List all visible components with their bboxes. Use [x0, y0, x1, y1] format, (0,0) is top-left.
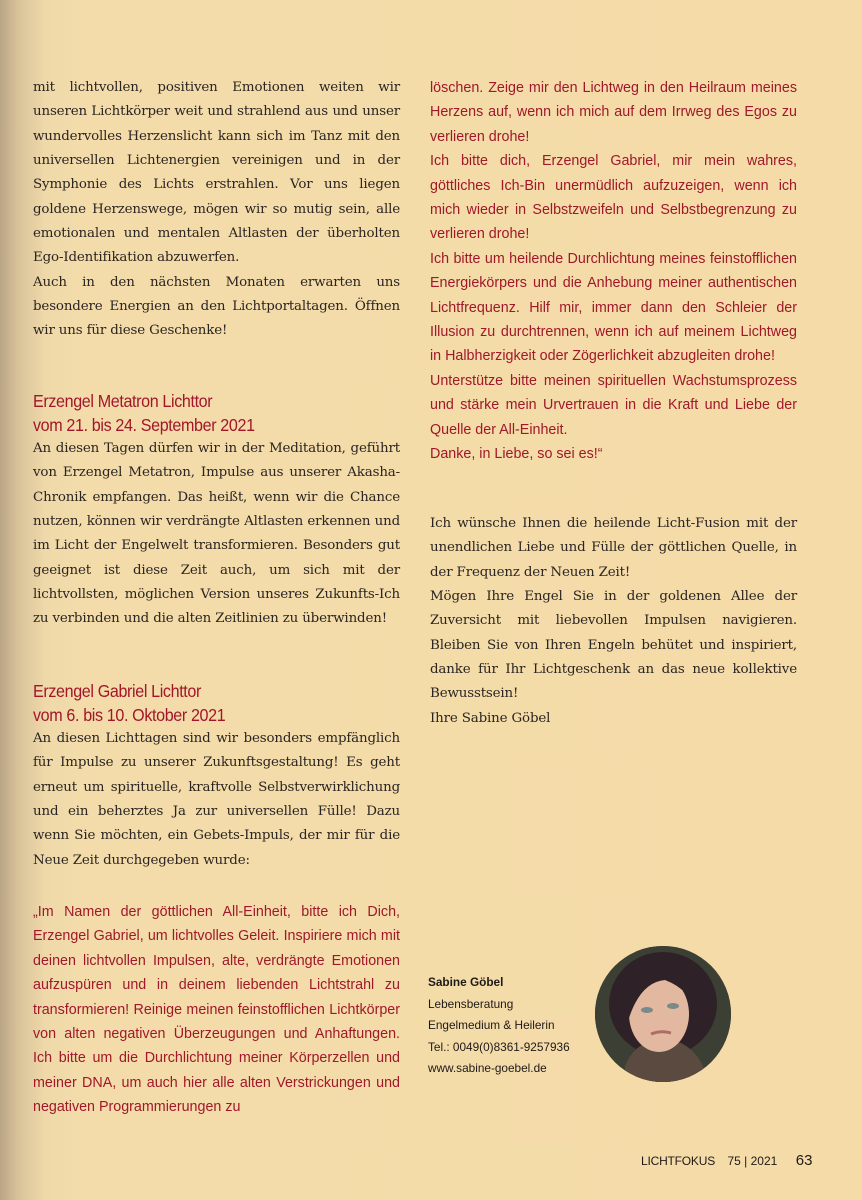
- section-heading: Erzengel Gabriel Lichttor: [33, 681, 202, 701]
- section-dates: vom 6. bis 10. Oktober 2021: [33, 705, 226, 725]
- page-footer: [641, 1152, 812, 1170]
- intro-text: [33, 76, 400, 344]
- prayer-paragraph: löschen. Zeige mir den Lichtweg in den Heilraum meines Herzens auf, wenn ich mich auf dem Irrweg des Egos zu verlieren drohe!: [430, 80, 797, 145]
- issue-number: 75 | 2021: [727, 1154, 778, 1168]
- prayer-paragraph: Ich bitte dich, Erzengel Gabriel, mir mein wahres, göttliches Ich-Bin unermüdlich aufzuzeigen, wenn ich mich wieder in Selbstzweifeln und Selbstbegrenzung zu verlieren drohe!: [430, 153, 797, 243]
- closing-text: [430, 512, 797, 731]
- page-number: 63: [795, 1152, 813, 1169]
- section-body: [33, 727, 400, 873]
- author-photo: [595, 946, 731, 1082]
- prayer-paragraph: „Im Namen der göttlichen All-Einheit, bitte ich Dich, Erzengel Gabriel, um lichtvolles Geleit. Inspiriere mich mit deinen lichtvollen Impulsen, alte, verdrängte Emotionen aufzuspüren und in deinem liebenden Lichtstrahl zu transformieren! Reinige meinen feinstofflichen Lichtkörper von alten negativen Überzeugungen und Anhaftungen. Ich bitte um die Durchlichtung meiner Körperzellen und meiner DNA, um auch hier alle alten Verstrickungen und negativen Programmierungen zu: [33, 904, 400, 1116]
- portrait-image: [595, 946, 731, 1082]
- prayer-paragraph: Danke, in Liebe, so sei es!“: [430, 446, 603, 463]
- intro-paragraph: Auch in den nächsten Monaten erwarten uns besondere Energien an den Lichtportaltagen. Öffnen wir uns für diese Geschenke!: [33, 274, 400, 339]
- intro-paragraph: mit lichtvollen, positiven Emotionen weiten wir unseren Lichtkörper weit und strahlend aus und unser wundervolles Herzenslicht kann sich im Tanz mit den universellen Lichtenergien vereinigen und in der Symphonie des Lichts erstrahlen. Vor uns liegen goldene Herzenswege, mögen wir so mutig sein, alle emotionalen und mentalen Altlasten der überholten Ego-Identifikation abzuwerfen.: [33, 80, 400, 266]
- author-website[interactable]: www.sabine-goebel.de: [428, 1061, 547, 1076]
- closing-paragraph: Ich wünsche Ihnen die heilende Licht-Fusion mit der unendlichen Liebe und Fülle der göttlichen Quelle, in der Frequenz der Neuen Zeit!: [430, 516, 797, 580]
- author-contact: [428, 972, 570, 1080]
- author-name: Sabine Göbel: [428, 975, 504, 989]
- signature: Ihre Sabine Göbel: [430, 710, 551, 726]
- section-body: [33, 437, 400, 632]
- section-metatron: [33, 389, 400, 632]
- magazine-name: LICHTFOKUS: [641, 1154, 716, 1168]
- author-role: Lebensberatung: [428, 996, 514, 1011]
- closing-paragraph: Mögen Ihre Engel Sie in der goldenen Allee der Zuversicht mit liebevollen Impulsen navigieren. Bleiben Sie von Ihren Engeln behütet und inspiriert, danke für Ihr Lichtgeschenk an das neue kollektive Bewusstsein!: [430, 589, 797, 702]
- prayer-paragraph: Ich bitte um heilende Durchlichtung meines feinstofflichen Energiekörpers und die Anhebung meiner authentischen Lichtfrequenz. Hilf mir, immer dann den Schleier der Illusion zu durchtrennen, wenn ich auf meinem Lichtweg in Halbherzigkeit oder Zögerlichkeit abzugleiten drohe!: [430, 250, 797, 365]
- prayer-paragraph: Unterstütze bitte meinen spirituellen Wachstumsprozess und stärke mein Urvertrauen in die Kraft und Liebe der Quelle der All-Einheit.: [430, 372, 797, 438]
- prayer-text-start: [33, 900, 400, 1120]
- author-phone: Tel.: 0049(0)8361-9257936: [428, 1039, 570, 1054]
- section-paragraph: An diesen Tagen dürfen wir in der Meditation, geführt von Erzengel Metatron, Impulse aus unserer Akasha-Chronik empfangen. Das heißt, wenn wir die Chance nutzen, können wir verdrängte Altlasten erkennen und im Licht der Engelwelt transformieren. Besonders gut geeignet ist diese Zeit auch, um sich mit der lichtvollsten, möglichen Version unseres Zukunfts-Ich zu verbinden und die alten Zeitlinien zu überwinden!: [33, 441, 400, 627]
- author-role: Engelmedium & Heilerin: [428, 1018, 555, 1033]
- section-paragraph: An diesen Lichttagen sind wir besonders empfänglich für Impulse zu unserer Zukunftsgestaltung! Es geht erneut um spirituelle, kraftvolle Selbstverwirklichung und ein beherztes Ja zur universellen Fülle! Dazu wenn Sie möchten, ein Gebets-Impuls, der mir für die Neue Zeit durchgegeben wurde:: [33, 731, 400, 868]
- prayer-text-continued: [430, 76, 797, 467]
- section-dates: vom 21. bis 24. September 2021: [33, 415, 255, 435]
- section-gabriel: [33, 679, 400, 873]
- section-heading: Erzengel Metatron Lichttor: [33, 391, 213, 411]
